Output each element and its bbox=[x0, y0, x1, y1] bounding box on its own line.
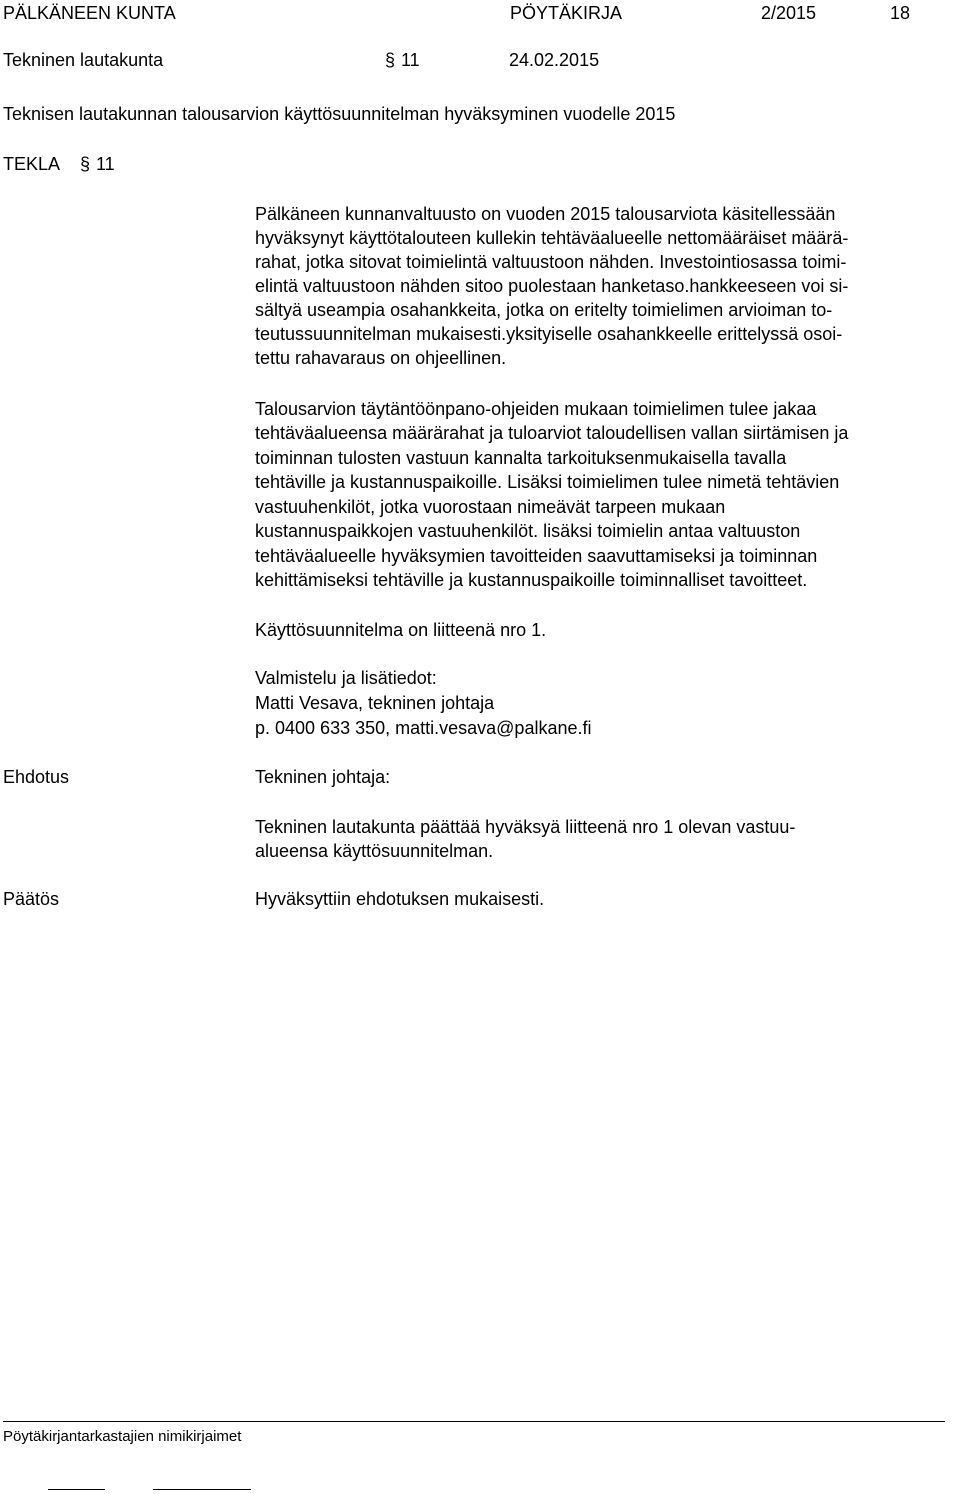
paragraph-line: kustannuspaikkojen vastuuhenkilöt. lisäksi toimielin antaa valtuuston bbox=[255, 521, 801, 541]
paragraph-line: Talousarvion täytäntöönpano-ohjeiden mukaan toimielimen tulee jakaa bbox=[255, 399, 817, 419]
paragraph-line: teutussuunnitelman mukaisesti.yksityiselle osahankkeelle erittelyssä osoi- bbox=[255, 324, 843, 344]
page-title: Teknisen lautakunnan talousarvion käyttösuunnitelman hyväksyminen vuodelle 2015 bbox=[3, 104, 676, 124]
meeting-date: 24.02.2015 bbox=[509, 50, 600, 70]
proposal-text-line: alueensa käyttösuunnitelman. bbox=[255, 841, 494, 861]
page-number: 18 bbox=[890, 3, 911, 23]
board-name: Tekninen lautakunta bbox=[3, 50, 164, 70]
section-number: 11 bbox=[401, 50, 420, 70]
proposal-proposer: Tekninen johtaja: bbox=[255, 767, 391, 787]
reference-section-sign: § bbox=[80, 154, 91, 174]
proposal-label: Ehdotus bbox=[3, 767, 70, 787]
contact-details: p. 0400 633 350, matti.vesava@palkane.fi bbox=[255, 718, 592, 738]
paragraph-line: tehtäväalueelle hyväksymien tavoitteiden saavuttamiseksi ja toiminnan bbox=[255, 546, 818, 566]
paragraph-line: vastuuhenkilöt, jotka vuorostaan nimeävät tarpeen mukaan bbox=[255, 497, 726, 517]
section-sign: § bbox=[385, 50, 396, 70]
attachment-note: Käyttösuunnitelma on liitteenä nro 1. bbox=[255, 620, 547, 640]
contact-heading: Valmistelu ja lisätiedot: bbox=[255, 668, 437, 688]
signature-line bbox=[48, 1489, 105, 1490]
proposal-text-line: Tekninen lautakunta päättää hyväksyä liitteenä nro 1 olevan vastuu- bbox=[255, 817, 796, 837]
paragraph-line: toiminnan tulosten vastuun kannalta tarkoituksenmukaisella tavalla bbox=[255, 448, 787, 468]
reference-code: TEKLA bbox=[3, 154, 61, 174]
paragraph-line: rahat, jotka sitovat toimielintä valtuustoon nähden. Investointiosassa toimi- bbox=[255, 252, 847, 272]
reference-number: 11 bbox=[96, 154, 115, 174]
decision-label: Päätös bbox=[3, 889, 60, 909]
paragraph-line: hyväksynyt käyttötalouteen kullekin tehtäväalueelle nettomääräiset määrä- bbox=[255, 228, 849, 248]
paragraph-line: tettu rahavaraus on ohjeellinen. bbox=[255, 348, 507, 368]
municipality-name: PÄLKÄNEEN KUNTA bbox=[3, 3, 176, 23]
paragraph-line: tehtäväalueensa määrärahat ja tuloarviot taloudellisen vallan siirtämisen ja bbox=[255, 423, 849, 443]
document-type: PÖYTÄKIRJA bbox=[510, 3, 623, 23]
decision-text: Hyväksyttiin ehdotuksen mukaisesti. bbox=[255, 889, 545, 909]
paragraph-line: kehittämiseksi tehtäville ja kustannuspaikoille toiminnalliset tavoitteet. bbox=[255, 570, 808, 590]
signature-line bbox=[153, 1489, 251, 1490]
footer-divider bbox=[3, 1421, 945, 1422]
paragraph-line: tehtäville ja kustannuspaikoille. Lisäksi toimielimen tulee nimetä tehtävien bbox=[255, 472, 840, 492]
paragraph-line: Pälkäneen kunnanvaltuusto on vuoden 2015 talousarviota käsitellessään bbox=[255, 204, 836, 224]
document-number: 2/2015 bbox=[761, 3, 817, 23]
paragraph-line: elintä valtuustoon nähden sitoo puolestaan hanketaso.hankkeeseen voi si- bbox=[255, 276, 849, 296]
signatures-label: Pöytäkirjantarkastajien nimikirjaimet bbox=[3, 1428, 242, 1445]
paragraph-line: sältyä useampia osahankkeita, jotka on eritelty toimielimen arvioiman to- bbox=[255, 300, 833, 320]
contact-person: Matti Vesava, tekninen johtaja bbox=[255, 693, 495, 713]
